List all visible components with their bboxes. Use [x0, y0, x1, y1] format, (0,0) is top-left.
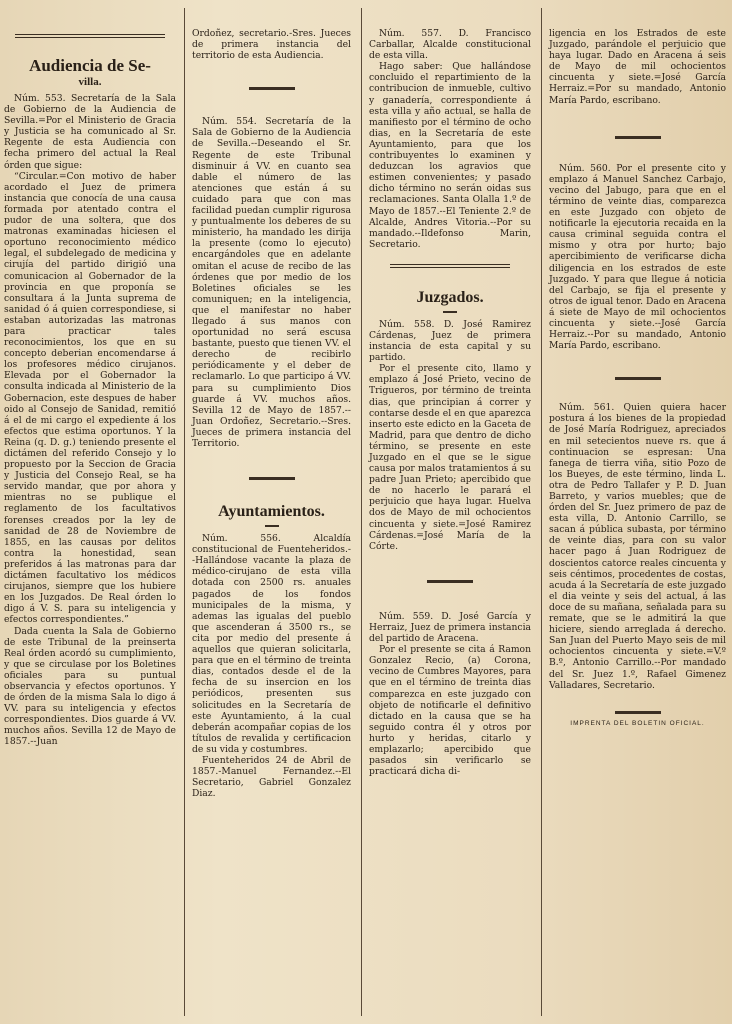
column-4	[541, 0, 732, 1024]
section-heading-audiencia: Audiencia de Se-	[29, 56, 151, 75]
notice-558-head: Núm. 558. D. José Ramirez Cárdenas, Juez de primera instancia de esta capital y su partido.	[369, 318, 531, 364]
notice-560: Núm. 560. Por el presente cito y emplazo á Manuel Sanchez Carbajo, vecino del Jabugo, para que en el término de veinte dias, comparezca en este Juzgado con objeto de notificarle la ejecutoria recaida en la causa criminal seguida contra el mismo y otra por hurto; bajo apercibimiento de verificarse dicha diligencia en los estrados de este Juzgado. Y para que llegue á noticia del Carbajo, se fija el presente y otros de igual tenor. Dado en Aracena á siete de Mayo de mil ochocientos cincuenta y siete.--José García Herraiz.--Por su mandado, Antonio María Pardo, escribano.	[549, 162, 726, 352]
notice-559-body: Por el presente se cita á Ramon Gonzalez Recio, (a) Corona, vecino de Cumbres Mayores, para que en el término de treinta dias comparezca en este juzgado con objeto de notificarle el definitivo dictado en la causa que se ha seguido contra él y otros por hurto y heridas, citarlo y emplazarlo; apercibido que pasados sin verificarlo se practicará dicha di-	[369, 644, 531, 778]
column-1	[0, 0, 184, 1024]
ornament-rule	[390, 264, 510, 268]
ornament-rule	[265, 525, 279, 527]
notice-559-head: Núm. 559. D. José García y Herraiz, Juez de primera instancia del partido de Aracena.	[369, 610, 531, 645]
section-heading-ayuntamientos: Ayuntamientos.	[218, 503, 325, 521]
ornament-rule	[443, 311, 457, 313]
ornament-rule	[615, 377, 661, 380]
notice-554: Núm. 554. Secretaría de la Sala de Gobierno de la Audiencia de Sevilla.--Deseando el Sr. Regente de este Tribunal disminuir á VV. en cuanto sea dable el número de las atenciones que están á su cuidado para que con mas facilidad puedan cumplir rigurosa y puntualmente los deberes de su ministerio, ha mandado les dirija la presente (como lo ejecuto) encargándoles que en adelante omitan el acuse de recibo de las órdenes que por medio de los Boletines oficiales se les comuniquen; en la inteligencia, que el manifestar no haber llegado á sus manos con oportunidad no será escusa bastante, puesto que tienen VV. el derecho de recibirlo periódicamente y el deber de reclamarlo. Lo que participo á VV. para su cumplimiento Dios guarde á VV. muchos años. Sevilla 12 de Mayo de 1857.--Juan Ordoñez, Secretario.--Sres. Jueces de primera instancia del Territorio.	[192, 116, 351, 449]
section-heading-juzgados: Juzgados.	[416, 288, 484, 306]
notice-553-circular: “Circular.=Con motivo de haber acordado el Juez de primera instancia que conocía de una causa formada por atentado contra el pudor de una soltera, que dos matronas examinadas hiciesen el oportuno reconocimiento médico legal, el subdelegado de medicina y cirujía del partido dirigió una comunicacion al Gobernador de la provincia en que proponía se consultara á la Junta suprema de sanidad ó á quien correspondiese, si estaban autorizadas las matronas para practicar tales reconocimientos, los que en su concepto deberian encomendarse á los profesores médico cirujanos. Elevada por el Gobernador la consulta indicada al Ministerio de la Gobernacion, este despues de haber oido al Consejo de Sanidad, remitió á el de mi cargo el expediente á los efectos que estima oportunos. Y la Reina (q. D. g.) teniendo presente el dictámen del referido Consejo y lo propuesto por la Seccion de Gracia y Justicia del Consejo Real, se ha servido mandar, que por ahora y mientras no se publique el reglamento de los facultativos forenses creados por la ley de sanidad de 28 de Noviembre de 1855, en las causas por delitos contra la honestidad, sean preferidos á las matronas para dar dictámen facultativo los médicos cirujanos, siempre que los hubiere en los Juzgados. De Real órden lo digo á V. S. para su inteligencia y efectos correspondientes.”	[4, 170, 176, 626]
ornament-rule	[249, 87, 295, 90]
notice-556: Núm. 556. Alcaldía constitucional de Fuenteheridos.--Hallándose vacante la plaza de médico-cirujano de esta villa dotada con 2500 rs. anuales pagados de los fondos municipales de la misma, y ademas las igualas del pueblo que ascenderan á 3500 rs., se cita por medio del presente á aquellos que quieran solicitarla, para que en el término de treinta dias, contados desde el de la fecha de su insercion en los periódicos, presenten sus solicitudes en la Secretaría de este Ayuntamiento, á la cual deberán acompañar copias de los títulos de revalida y certificacion de su vida y costumbres.	[192, 533, 351, 755]
notice-553-intro: Núm. 553. Secretaría de la Sala de Gobierno de la Audiencia de Sevilla.=Por el Ministerio de Gracia y Justicia se ha comunicado al Sr. Regente de esta Audiencia con fecha primero del actual la Real órden que sigue:	[4, 93, 176, 171]
column-3	[361, 0, 541, 1024]
notice-559-continued: ligencia en los Estrados de este Juzgado, parándole el perjuicio que haya lugar. Dado en Aracena á seis de Mayo de mil ochocientos cincuenta y siete.=José García Herraiz.=Por su mandado, Antonio María Pardo, escribano.	[549, 28, 726, 106]
notice-553-signature: Ordoñez, secretario.-Sres. Jueces de primera instancia del territorio de esta Audiencia.	[192, 28, 351, 62]
notice-557-body: Hago saber: Que hallándose concluido el repartimiento de la contribucion de inmueble, cultivo y ganadería, correspondiente á esta villa y año actual, se halla de manifiesto por el término de ocho dias, en la Secretaría de este Ayuntamiento, para que los contribuyentes lo examinen y deduzcan los agravios que estimen convenientes; y pasado dicho término no serán oidas sus reclamaciones. Santa Olalla 1.º de Mayo de 1857.--El Teniente 2.º de Alcalde, Andres Vitoria.--Por su mandado.--Ildefonso Marin, Secretario.	[369, 61, 531, 250]
printer-imprint: IMPRENTA DEL BOLETIN OFICIAL.	[570, 719, 705, 727]
ornament-rule	[615, 711, 661, 714]
ornament-rule	[249, 477, 295, 480]
ornament-rule	[615, 136, 661, 139]
notice-557-head: Núm. 557. D. Francisco Carballar, Alcalde constitucional de esta villa.	[369, 28, 531, 62]
section-heading-audiencia-cont: villa.	[78, 76, 102, 88]
notice-561: Núm. 561. Quien quiera hacer postura á los bienes de la propiedad de José María Rodriguez, apreciados en mil setecientos nueve rs. que á continuacion se espresan: Una fanega de tierra viña, sitio Pozo de los Bueyes, de este término, linda L. otra de Pedro Tallafer y P. D. Juan Barreto, y varios muebles; que de órden del Sr. Juez primero de paz de esta villa, D. Antonio Carrillo, se sacan á pública subasta, por término de veinte dias, para con su valor hacer pago á Juan Rodriguez de doscientos catorce reales cincuenta y seis céntimos, procedentes de costas, acuda á la Secretaría de este juzgado el dia veinte y seis del actual, á las doce de su mañana, señalada para su remate, que se le admitirá la que hiciere, siendo arreglada á derecho. San Juan del Puerto Mayo seis de mil ochocientos cincuenta y siete.=V.º B.º, Antonio Carrillo.--Por mandado del Sr. Juez 1.º, Rafael Gimenez Valladares, Secretario.	[549, 402, 726, 691]
ornament-rule	[15, 34, 165, 38]
notice-558-body: Por el presente cito, llamo y emplazo á José Prieto, vecino de Trigueros, por término de treinta dias, que principian á correr y contarse desde el en que aparezca inserto este edicto en la Gaceta de Madrid, para que dentro de dicho término, se presente en este Juzgado en el que se le sigue causa por malos tratamientos á su padre Juan Prieto; apercibido que de no hacerlo le parará el perjuicio que haya lugar. Huelva dos de Mayo de mil ochocientos cincuenta y siete.=José Ramirez Cárdenas.=José María de la Córte.	[369, 363, 531, 552]
ornament-rule	[427, 580, 473, 583]
column-2	[184, 0, 361, 1024]
notice-556-signature: Fuenteheridos 24 de Abril de 1857.-Manuel Fernandez.--El Secretario, Gabriel Gonzalez Diaz.	[192, 754, 351, 800]
notice-553-closing: Dada cuenta la Sala de Gobierno de este Tribunal de la preinserta Real órden acordó su cumplimiento, y que se circulase por los Boletines oficiales para su puntual observancia y efectos oportunos. Y de órden de la misma Sala lo digo á VV. para su inteligencia y efectos correspondientes. Dios guarde á VV. muchos años. Sevilla 12 de Mayo de 1857.--Juan	[4, 625, 176, 748]
